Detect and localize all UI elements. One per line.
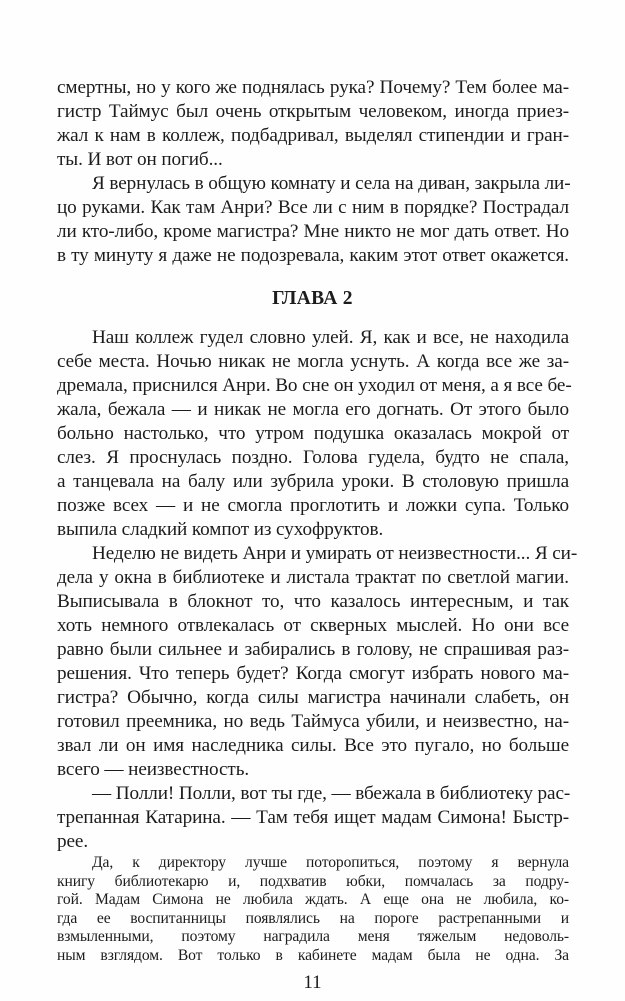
text-line: жала, бежала — и никак не могла его догнать. От этого было [57,399,569,420]
text-line: себе места. Ночью никак не могла уснуть. А когда все же за- [57,351,569,372]
text-line: цо руками. Как там Анри? Все ли с ним в порядке? Пострадал [57,197,569,218]
text-line: дремала, приснился Анри. Во сне он уходил от меня, а я все бе- [57,375,572,396]
text-line: рее. [57,831,89,852]
text-line: позже всех — и не смогла проглотить и ложки супа. Только [57,495,569,516]
text-line: ты. И вот он погиб... [57,149,223,170]
text-line: гистра? Обычно, когда силы магистра начинали слабеть, он [57,687,569,708]
text-line: жал к нам в коллеж, подбадривал, выделял стипендии и гран- [57,125,569,146]
text-line: Выписывала в блокнот то, что казалось интересным, и так [57,591,569,612]
text-line: выпила сладкий компот из сухофруктов. [57,519,384,540]
text-line: гистр Таймус был очень открытым человеком, иногда приез- [57,101,569,122]
text-line: больно настолько, что утром подушка оказалась мокрой от [57,423,569,444]
text-line: гда ее воспитанницы появлялись на пороге растрепанными и [57,909,569,927]
paragraph-start-line: Да, к директору лучше поторопиться, поэтому я вернула [92,854,569,871]
text-line: а танцевала на балу или зубрила уроки. В столовую пришла [57,471,569,492]
paragraph-start-line: Я вернулась в общую комнату и села на диван, закрыла ли- [92,173,571,194]
text-line: книгу библиотекарю и, подхватив юбки, помчалась за подру- [57,872,569,890]
text-line: звал ли он имя наследника силы. Все это пугало, но больше [57,735,569,756]
text-line: решения. Что теперь будет? Когда смогут избрать нового ма- [57,663,569,684]
text-line: смертны, но у кого же поднялась рука? Почему? Тем более ма- [57,77,569,98]
text-line: гой. Мадам Симона не любила ждать. А еще она не любила, ко- [57,891,569,908]
paragraph-start-line: Неделю не видеть Анри и умирать от неизвестности... Я си- [92,543,578,564]
text-line: готовил преемника, но ведь Таймуса убили, и неизвестно, на- [57,711,569,732]
text-line: ли кто-либо, кроме магистра? Мне никто не мог дать ответ. Но [57,221,569,242]
text-line: слез. Я проснулась поздно. Голова гудела, будто не спала, [57,447,569,468]
text-line: всего — неизвестность. [57,759,250,780]
page-number: 11 [303,972,322,993]
text-line: взмыленными, поэтому наградила меня тяжелым недоволь- [57,928,569,945]
text-line: хоть немного отвлекалась от скверных мыслей. Но они все [57,615,569,636]
text-line: равно были сильнее и забирались в голову, не спрашивая раз- [57,639,569,660]
paragraph-start-line: Наш коллеж гудел словно улей. Я, как и все, не находила [92,327,569,348]
text-line: в ту минуту я даже не подозревала, каким этот ответ окажется. [57,245,569,266]
text-line: трепанная Катарина. — Там тебя ищет мадам Симона! Быстр- [57,807,569,828]
text-line: дела у окна в библиотеке и листала трактат по светлой магии. [57,567,569,588]
dialogue-line: — Полли! Полли, вот ты где, — вбежала в библиотеку рас- [92,783,571,804]
chapter-heading: ГЛАВА 2 [272,288,353,309]
text-line: ным взглядом. Вот только в кабинете мадам была не одна. За [57,946,569,964]
